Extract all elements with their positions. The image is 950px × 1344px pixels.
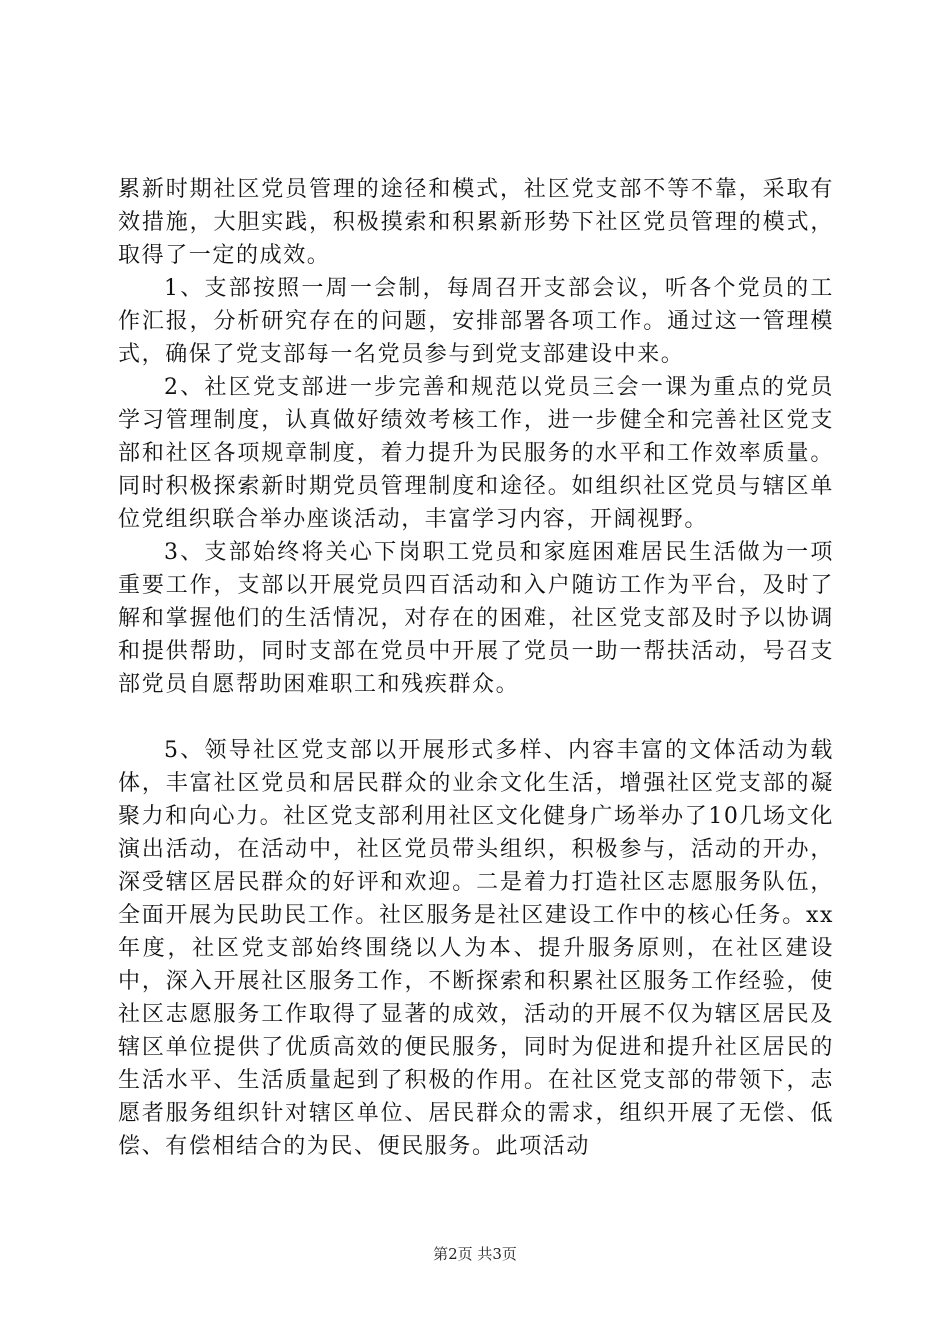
paragraph-item-3: 3、支部始终将关心下岗职工党员和家庭困难居民生活做为一项重要工作，支部以开展党员四百活动和入户随访工作为平台，及时了解和掌握他们的生活情况，对存在的困难，社区党支部及时予以协调和提供帮助，同时支部在党员中开展了党员一助一帮扶活动，号召支部党员自愿帮助困难职工和残疾群众。 [118,540,834,697]
document-body [118,173,834,1163]
paragraph-gap [118,701,834,734]
paragraph-item-2: 2、社区党支部进一步完善和规范以党员三会一课为重点的党员学习管理制度，认真做好绩效考核工作，进一步健全和完善社区党支部和社区各项规章制度，着力提升为民服务的水平和工作效率质量。同时积极探索新时期党员管理制度和途径。如组织社区党员与辖区单位党组织联合举办座谈活动，丰富学习内容，开阔视野。 [118,375,834,532]
paragraph-item-1: 1、支部按照一周一会制，每周召开支部会议，听各个党员的工作汇报，分析研究存在的问题，安排部署各项工作。通过这一管理模式，确保了党支部每一名党员参与到党支部建设中来。 [118,276,834,367]
page-footer: 第2页 共3页 [433,1245,517,1263]
paragraph-item-5: 5、领导社区党支部以开展形式多样、内容丰富的文体活动为载体，丰富社区党员和居民群众的业余文化生活，增强社区党支部的凝聚力和向心力。社区党支部利用社区文化健身广场举办了10几场文化演出活动，在活动中，社区党员带头组织，积极参与，活动的开办，深受辖区居民群众的好评和欢迎。二是着力打造社区志愿服务队伍，全面开展为民助民工作。社区服务是社区建设工作中的核心任务。xx年度，社区党支部始终围绕以人为本、提升服务原则，在社区建设中，深入开展社区服务工作，不断探索和积累社区服务工作经验，使社区志愿服务工作取得了显著的成效，活动的开展不仅为辖区居民及辖区单位提供了优质高效的便民服务，同时为促进和提升社区居民的生活水平、生活质量起到了积极的作用。在社区党支部的带领下，志愿者服务组织针对辖区单位、居民群众的需求，组织开展了无偿、低偿、有偿相结合的为民、便民服务。此项活动 [118,738,834,1159]
paragraph-intro: 累新时期社区党员管理的途径和模式，社区党支部不等不靠，采取有效措施，大胆实践，积极摸索和积累新形势下社区党员管理的模式，取得了一定的成效。 [118,177,834,268]
